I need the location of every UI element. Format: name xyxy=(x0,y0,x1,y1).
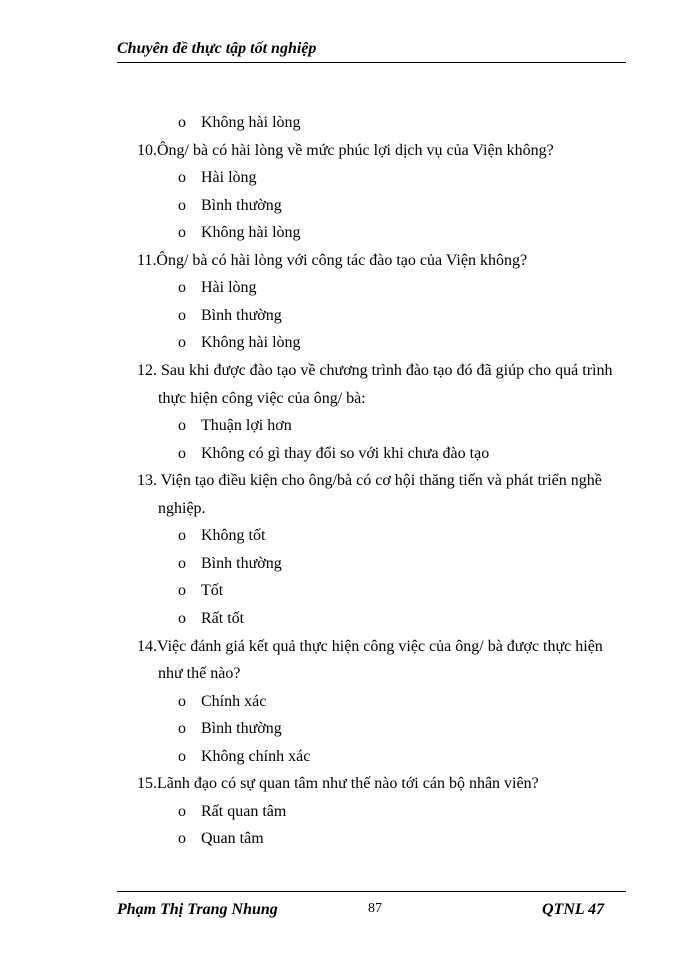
answer-option xyxy=(178,582,223,600)
question-text: 13. Viện tạo điều kiện cho ông/bà có cơ hội thăng tiến và phát triển nghề xyxy=(137,472,602,490)
question-text: 15.Lãnh đạo có sự quan tâm như thế nào tới cán bộ nhân viên? xyxy=(137,775,539,793)
option-bullet-icon: o xyxy=(178,802,186,820)
footer-author: Phạm Thị Trang Nhung xyxy=(117,901,278,918)
answer-option xyxy=(178,197,282,215)
option-label: Không hài lòng xyxy=(201,114,301,131)
option-bullet-icon: o xyxy=(178,279,186,297)
option-bullet-icon: o xyxy=(178,417,186,435)
option-bullet-icon: o xyxy=(178,527,186,545)
answer-option xyxy=(178,279,257,297)
option-label: Rất quan tâm xyxy=(201,802,287,820)
answer-option xyxy=(178,417,292,435)
question-continuation: thực hiện công việc của ông/ bà: xyxy=(158,389,366,407)
option-label: Không hài lòng xyxy=(201,334,301,352)
footer-code: QTNL 47 xyxy=(542,901,605,918)
question-text: 11.Ông/ bà có hài lòng với công tác đào tạo của Viện không? xyxy=(137,251,528,269)
answer-option xyxy=(178,610,244,628)
option-bullet-icon: o xyxy=(178,169,186,187)
option-label: Rất tốt xyxy=(201,609,245,627)
option-bullet-icon: o xyxy=(178,582,186,600)
option-bullet-icon: o xyxy=(178,306,186,324)
page-number: 87 xyxy=(368,901,382,916)
question-text: 14.Việc đánh giá kết quả thực hiện công việc của ông/ bà được thực hiện xyxy=(137,637,603,655)
option-bullet-icon: o xyxy=(178,334,186,352)
option-bullet-icon: o xyxy=(178,720,186,738)
option-label: Thuận lợi hơn xyxy=(201,417,292,435)
option-bullet-icon: o xyxy=(178,554,186,572)
page-header-title: Chuyên đề thực tập tốt nghiệp xyxy=(117,40,317,57)
option-label: Bình thường xyxy=(201,196,282,214)
answer-option xyxy=(178,169,257,187)
answer-option xyxy=(178,527,265,545)
answer-option xyxy=(178,307,282,325)
question-text: 12. Sau khi được đào tạo về chương trình đào tạo đó đã giúp cho quá trình xyxy=(137,362,613,379)
option-label: Tốt xyxy=(201,582,224,600)
option-label: Hài lòng xyxy=(201,169,257,187)
answer-option xyxy=(178,830,264,848)
answer-option xyxy=(178,334,301,352)
option-bullet-icon: o xyxy=(178,830,186,848)
answer-option xyxy=(178,720,282,738)
option-label: Không hài lòng xyxy=(201,224,301,242)
option-bullet-icon: o xyxy=(178,747,186,765)
option-bullet-icon: o xyxy=(178,114,186,131)
answer-option xyxy=(178,803,286,821)
option-bullet-icon: o xyxy=(178,224,186,242)
question-text: 10.Ông/ bà có hài lòng về mức phúc lợi dịch vụ của Viện không? xyxy=(137,141,554,159)
option-label: Không tốt xyxy=(201,527,266,545)
option-bullet-icon: o xyxy=(178,196,186,214)
answer-option xyxy=(178,445,489,463)
option-label: Quan tâm xyxy=(201,830,264,848)
option-label: Hài lòng xyxy=(201,279,257,297)
question-continuation: như thế nào? xyxy=(158,665,241,682)
question-continuation: nghiệp. xyxy=(158,499,206,517)
option-bullet-icon: o xyxy=(178,444,186,462)
option-label: Không chính xác xyxy=(201,747,311,765)
answer-option xyxy=(178,114,301,132)
option-bullet-icon: o xyxy=(178,692,186,710)
answer-option xyxy=(178,693,266,711)
answer-option xyxy=(178,555,282,573)
option-label: Chính xác xyxy=(201,692,267,710)
option-bullet-icon: o xyxy=(178,609,186,627)
option-label: Bình thường xyxy=(201,554,282,572)
option-label: Không có gì thay đổi so với khi chưa đào tạo xyxy=(201,444,490,462)
answer-option xyxy=(178,748,310,766)
option-label: Bình thường xyxy=(201,306,282,324)
answer-option xyxy=(178,224,301,242)
option-label: Bình thường xyxy=(201,720,282,738)
footer-divider xyxy=(117,891,626,892)
